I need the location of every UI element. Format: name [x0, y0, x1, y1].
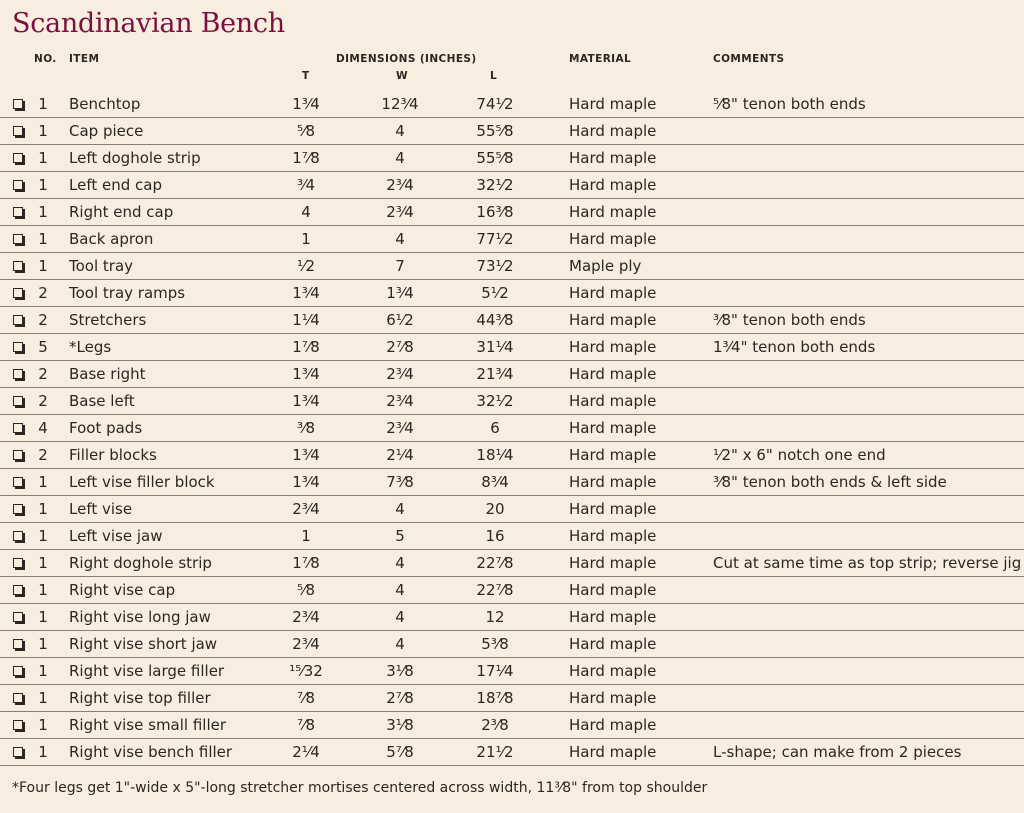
table-row [0, 199, 1024, 226]
width-cell: 4 [395, 149, 405, 167]
length-cell: 21¹⁄2 [476, 743, 514, 761]
thickness-cell: ⁷⁄8 [296, 689, 316, 707]
item-cell: Left doghole strip [69, 149, 201, 167]
item-cell: Right vise cap [69, 581, 176, 599]
width-cell: 4 [395, 581, 405, 599]
cutting-list-table [0, 91, 1024, 766]
thickness-cell: 1 [301, 527, 311, 545]
checkbox-icon[interactable] [13, 234, 23, 244]
quantity-cell: 1 [38, 608, 48, 626]
checkbox-icon[interactable] [13, 531, 23, 541]
item-cell: Filler blocks [69, 446, 157, 464]
thickness-cell: 1⁷⁄8 [292, 338, 320, 356]
table-row [0, 577, 1024, 604]
item-cell: Base right [69, 365, 146, 383]
quantity-cell: 1 [38, 743, 48, 761]
width-cell: 6¹⁄2 [386, 311, 414, 329]
width-cell: 4 [395, 122, 405, 140]
item-cell: Right vise top filler [69, 689, 211, 707]
length-cell: 12 [485, 608, 505, 626]
quantity-cell: 1 [38, 581, 48, 599]
width-cell: 2⁷⁄8 [386, 338, 414, 356]
width-cell: 3¹⁄8 [386, 716, 414, 734]
table-row [0, 523, 1024, 550]
thickness-cell: 4 [301, 203, 311, 221]
quantity-cell: 1 [38, 230, 48, 248]
table-row [0, 550, 1024, 577]
item-cell: Cap piece [69, 122, 144, 140]
length-cell: 5³⁄8 [481, 635, 509, 653]
material-cell: Hard maple [569, 176, 657, 194]
quantity-cell: 1 [38, 203, 48, 221]
comment-cell: 1³⁄4" tenon both ends [713, 338, 876, 356]
checkbox-icon[interactable] [13, 126, 23, 136]
quantity-cell: 1 [38, 716, 48, 734]
quantity-cell: 1 [38, 500, 48, 518]
table-row [0, 658, 1024, 685]
thickness-cell: 1⁷⁄8 [292, 554, 320, 572]
table-row [0, 361, 1024, 388]
item-cell: Foot pads [69, 419, 143, 437]
material-cell: Hard maple [569, 419, 657, 437]
checkbox-icon[interactable] [13, 720, 23, 730]
quantity-cell: 2 [38, 365, 48, 383]
width-cell: 2³⁄4 [386, 392, 414, 410]
material-cell: Hard maple [569, 581, 657, 599]
material-cell: Hard maple [569, 473, 657, 491]
item-cell: Right vise large filler [69, 662, 225, 680]
length-cell: 8³⁄4 [481, 473, 509, 491]
length-cell: 32¹⁄2 [476, 392, 514, 410]
quantity-cell: 1 [38, 689, 48, 707]
width-cell: 7³⁄8 [386, 473, 414, 491]
header-item: ITEM [69, 53, 100, 65]
checkbox-icon[interactable] [13, 261, 23, 271]
material-cell: Hard maple [569, 527, 657, 545]
length-cell: 73¹⁄2 [476, 257, 514, 275]
checkbox-icon[interactable] [13, 558, 23, 568]
quantity-cell: 1 [38, 527, 48, 545]
table-row [0, 496, 1024, 523]
width-cell: 4 [395, 608, 405, 626]
thickness-cell: 1³⁄4 [292, 284, 320, 302]
checkbox-icon[interactable] [13, 504, 23, 514]
thickness-cell: 1³⁄4 [292, 473, 320, 491]
checkbox-icon[interactable] [13, 585, 23, 595]
comment-cell: Cut at same time as top strip; reverse jig [713, 554, 1022, 572]
item-cell: Benchtop [69, 95, 141, 113]
item-cell: Left vise [69, 500, 133, 518]
material-cell: Hard maple [569, 635, 657, 653]
width-cell: 4 [395, 500, 405, 518]
comment-cell: L-shape; can make from 2 pieces [713, 743, 962, 761]
checkbox-icon[interactable] [13, 747, 23, 757]
length-cell: 55⁵⁄8 [476, 149, 514, 167]
quantity-cell: 2 [38, 392, 48, 410]
length-cell: 74¹⁄2 [476, 95, 514, 113]
thickness-cell: ⁵⁄8 [296, 581, 316, 599]
width-cell: 2¹⁄4 [386, 446, 414, 464]
length-cell: 16 [485, 527, 505, 545]
material-cell: Hard maple [569, 500, 657, 518]
table-row [0, 280, 1024, 307]
item-cell: Right vise bench filler [69, 743, 233, 761]
table-row [0, 91, 1024, 118]
width-cell: 2⁷⁄8 [386, 689, 414, 707]
width-cell: 5⁷⁄8 [386, 743, 414, 761]
checkbox-icon[interactable] [13, 369, 23, 379]
material-cell: Hard maple [569, 95, 657, 113]
material-cell: Hard maple [569, 743, 657, 761]
thickness-cell: 1³⁄4 [292, 446, 320, 464]
length-cell: 16³⁄8 [476, 203, 514, 221]
checkbox-icon[interactable] [13, 153, 23, 163]
checkbox-icon[interactable] [13, 396, 23, 406]
header-t: T [302, 70, 310, 82]
checkbox-icon[interactable] [13, 180, 23, 190]
length-cell: 31¹⁄4 [476, 338, 514, 356]
page-title: Scandinavian Bench [12, 8, 285, 39]
checkbox-icon[interactable] [13, 666, 23, 676]
length-cell: 21³⁄4 [476, 365, 514, 383]
length-cell: 17¹⁄4 [476, 662, 514, 680]
thickness-cell: 1¹⁄4 [292, 311, 320, 329]
header-w: W [396, 70, 408, 82]
header-l: L [490, 70, 498, 82]
material-cell: Hard maple [569, 338, 657, 356]
checkbox-icon[interactable] [13, 342, 23, 352]
table-row [0, 631, 1024, 658]
material-cell: Hard maple [569, 446, 657, 464]
item-cell: Left end cap [69, 176, 162, 194]
table-row [0, 145, 1024, 172]
table-row [0, 172, 1024, 199]
quantity-cell: 2 [38, 284, 48, 302]
quantity-cell: 5 [38, 338, 48, 356]
table-row [0, 334, 1024, 361]
item-cell: Base left [69, 392, 135, 410]
table-row [0, 469, 1024, 496]
item-cell: Right vise long jaw [69, 608, 211, 626]
thickness-cell: ⁵⁄8 [296, 122, 316, 140]
material-cell: Hard maple [569, 311, 657, 329]
item-cell: Back apron [69, 230, 154, 248]
checkbox-icon[interactable] [13, 693, 23, 703]
table-row [0, 415, 1024, 442]
item-cell: *Legs [69, 338, 112, 356]
material-cell: Hard maple [569, 230, 657, 248]
table-row [0, 226, 1024, 253]
table-row [0, 739, 1024, 766]
thickness-cell: 2¹⁄4 [292, 743, 320, 761]
quantity-cell: 1 [38, 176, 48, 194]
item-cell: Right vise small filler [69, 716, 227, 734]
quantity-cell: 4 [38, 419, 48, 437]
header-comments: COMMENTS [713, 53, 785, 65]
checkbox-icon[interactable] [13, 612, 23, 622]
table-row [0, 118, 1024, 145]
quantity-cell: 1 [38, 554, 48, 572]
quantity-cell: 1 [38, 662, 48, 680]
length-cell: 18⁷⁄8 [476, 689, 514, 707]
width-cell: 2³⁄4 [386, 176, 414, 194]
item-cell: Right doghole strip [69, 554, 212, 572]
length-cell: 44³⁄8 [476, 311, 514, 329]
width-cell: 4 [395, 230, 405, 248]
length-cell: 55⁵⁄8 [476, 122, 514, 140]
thickness-cell: 2³⁄4 [292, 635, 320, 653]
quantity-cell: 1 [38, 122, 48, 140]
length-cell: 22⁷⁄8 [476, 581, 514, 599]
table-row [0, 685, 1024, 712]
header-no: NO. [34, 53, 57, 65]
checkbox-icon[interactable] [13, 639, 23, 649]
length-cell: 6 [490, 419, 500, 437]
comment-cell: ³⁄8" tenon both ends & left side [713, 473, 947, 491]
table-row [0, 604, 1024, 631]
width-cell: 5 [395, 527, 405, 545]
thickness-cell: 1³⁄4 [292, 365, 320, 383]
comment-cell: ¹⁄2" x 6" notch one end [713, 446, 886, 464]
thickness-cell: 2³⁄4 [292, 608, 320, 626]
width-cell: 4 [395, 554, 405, 572]
item-cell: Right vise short jaw [69, 635, 218, 653]
table-row [0, 307, 1024, 334]
length-cell: 32¹⁄2 [476, 176, 514, 194]
thickness-cell: ¹⁵⁄32 [289, 662, 323, 680]
header-dimensions: DIMENSIONS (INCHES) [336, 53, 477, 65]
table-row [0, 442, 1024, 469]
checkbox-icon[interactable] [13, 477, 23, 487]
material-cell: Hard maple [569, 203, 657, 221]
material-cell: Hard maple [569, 122, 657, 140]
table-row [0, 388, 1024, 415]
checkbox-icon[interactable] [13, 450, 23, 460]
length-cell: 18¹⁄4 [476, 446, 514, 464]
width-cell: 2³⁄4 [386, 203, 414, 221]
comment-cell: ⁵⁄8" tenon both ends [713, 95, 866, 113]
quantity-cell: 1 [38, 149, 48, 167]
checkbox-icon[interactable] [13, 99, 23, 109]
quantity-cell: 2 [38, 311, 48, 329]
thickness-cell: 1⁷⁄8 [292, 149, 320, 167]
table-row [0, 253, 1024, 280]
length-cell: 5¹⁄2 [481, 284, 509, 302]
material-cell: Maple ply [569, 257, 642, 275]
material-cell: Hard maple [569, 365, 657, 383]
width-cell: 7 [395, 257, 405, 275]
thickness-cell: 1 [301, 230, 311, 248]
item-cell: Tool tray ramps [69, 284, 186, 302]
checkbox-icon[interactable] [13, 207, 23, 217]
width-cell: 3¹⁄8 [386, 662, 414, 680]
item-cell: Left vise filler block [69, 473, 215, 491]
material-cell: Hard maple [569, 392, 657, 410]
quantity-cell: 1 [38, 473, 48, 491]
width-cell: 2³⁄4 [386, 419, 414, 437]
length-cell: 20 [485, 500, 505, 518]
width-cell: 1³⁄4 [386, 284, 414, 302]
material-cell: Hard maple [569, 716, 657, 734]
checkbox-icon[interactable] [13, 315, 23, 325]
thickness-cell: ³⁄4 [296, 176, 316, 194]
material-cell: Hard maple [569, 689, 657, 707]
thickness-cell: ³⁄8 [296, 419, 316, 437]
width-cell: 2³⁄4 [386, 365, 414, 383]
item-cell: Left vise jaw [69, 527, 163, 545]
width-cell: 12³⁄4 [381, 95, 419, 113]
quantity-cell: 1 [38, 635, 48, 653]
footnote: *Four legs get 1"-wide x 5"-long stretcher mortises centered across width, 11³⁄8" from top shoulder [12, 780, 708, 796]
quantity-cell: 1 [38, 95, 48, 113]
item-cell: Right end cap [69, 203, 174, 221]
width-cell: 4 [395, 635, 405, 653]
material-cell: Hard maple [569, 662, 657, 680]
material-cell: Hard maple [569, 149, 657, 167]
material-cell: Hard maple [569, 284, 657, 302]
checkbox-icon[interactable] [13, 423, 23, 433]
thickness-cell: 2³⁄4 [292, 500, 320, 518]
thickness-cell: ⁷⁄8 [296, 716, 316, 734]
item-cell: Stretchers [69, 311, 147, 329]
table-row [0, 712, 1024, 739]
item-cell: Tool tray [69, 257, 134, 275]
material-cell: Hard maple [569, 554, 657, 572]
thickness-cell: ¹⁄2 [296, 257, 316, 275]
header-material: MATERIAL [569, 53, 632, 65]
length-cell: 22⁷⁄8 [476, 554, 514, 572]
quantity-cell: 1 [38, 257, 48, 275]
thickness-cell: 1³⁄4 [292, 95, 320, 113]
comment-cell: ³⁄8" tenon both ends [713, 311, 866, 329]
length-cell: 2³⁄8 [481, 716, 509, 734]
material-cell: Hard maple [569, 608, 657, 626]
thickness-cell: 1³⁄4 [292, 392, 320, 410]
quantity-cell: 2 [38, 446, 48, 464]
checkbox-icon[interactable] [13, 288, 23, 298]
length-cell: 77¹⁄2 [476, 230, 514, 248]
